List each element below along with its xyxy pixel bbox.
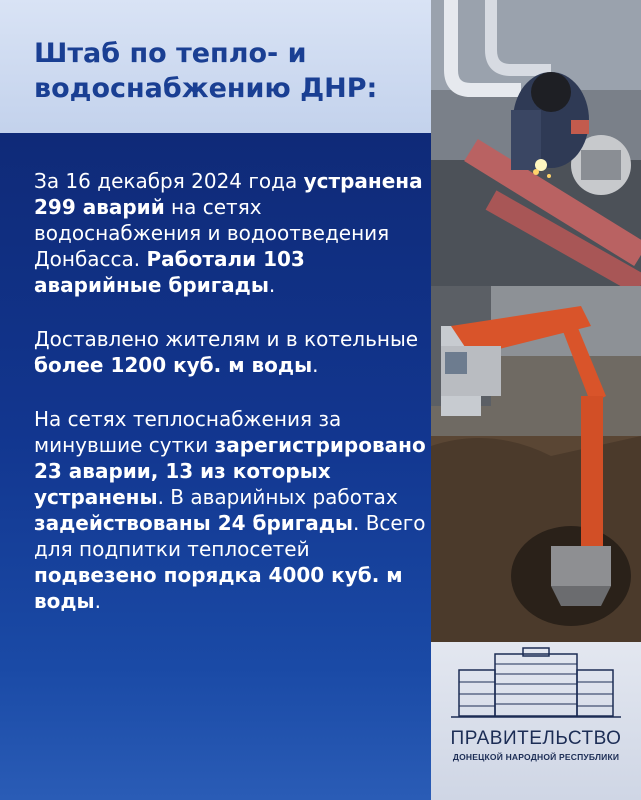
building-icon xyxy=(431,642,641,722)
photo-column xyxy=(431,0,641,800)
government-logo xyxy=(431,642,641,800)
highlight-heating-brigades: задействованы 24 бригады xyxy=(34,511,353,535)
excavator-photo-illustration xyxy=(431,286,641,642)
body-text xyxy=(34,168,429,642)
page-title: Штаб по тепло- и водоснабжению ДНР: xyxy=(34,38,378,104)
highlight-accidents-fixed: устранена 299 аварий xyxy=(34,169,423,219)
excavator-photo xyxy=(431,286,641,642)
paragraph-water-delivered: Доставлено жителям и в котельные более 1200 куб. м воды. xyxy=(34,327,419,377)
logo-title: ПРАВИТЕЛЬСТВО xyxy=(450,728,622,749)
header-banner xyxy=(0,0,431,133)
welding-photo-illustration xyxy=(431,0,641,286)
welding-photo xyxy=(431,0,641,286)
highlight-water-volume: более 1200 куб. м воды xyxy=(34,353,313,377)
highlight-heating-accidents: зарегистрировано 23 аварии, 13 из которых устранены xyxy=(34,433,426,509)
highlight-heating-water: подвезено порядка 4000 куб. м воды xyxy=(34,563,403,613)
paragraph-heating: На сетях теплоснабжения за минувшие сутки зарегистрировано 23 аварии, 13 из которых устранены. В аварийных работах задействованы 24 бригады. Всего для подпитки теплосетей подвезено порядка 4000 куб. м воды. xyxy=(34,407,426,613)
logo-subtitle: ДОНЕЦКОЙ НАРОДНОЙ РЕСПУБЛИКИ xyxy=(452,752,620,762)
paragraph-accidents-water: За 16 декабря 2024 года устранена 299 аварий на сетях водоснабжения и водоотведения Донбасса. Работали 103 аварийные бригады. xyxy=(34,169,423,297)
highlight-brigades: Работали 103 аварийные бригады xyxy=(34,247,305,297)
